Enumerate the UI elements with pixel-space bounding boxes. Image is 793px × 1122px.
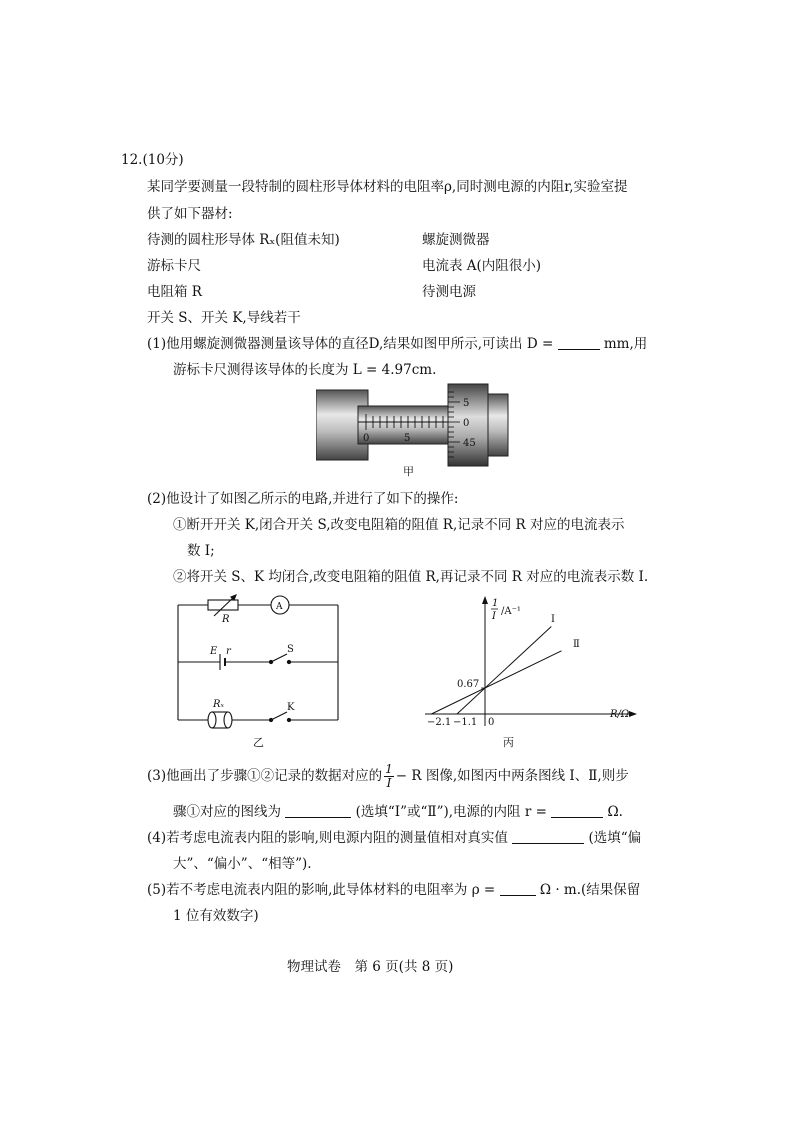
part3-text-e: Ω. <box>607 804 623 820</box>
part5-line1 <box>147 881 640 899</box>
part3-line2 <box>173 803 623 821</box>
switch-s-blade <box>271 654 287 662</box>
equipment-1-right: 螺旋测微器 <box>422 232 490 248</box>
equipment-2-right: 电流表 A(内阻很小) <box>422 258 542 274</box>
part1-text-b: mm,用 <box>603 336 648 352</box>
x-tick-neg2.1: −2.1 <box>427 717 452 728</box>
y-axis-label <box>491 598 521 622</box>
series-label-I: Ⅰ <box>551 614 555 625</box>
series-line-2 <box>431 651 561 714</box>
part2-step1-line1: ①断开开关 K,闭合开关 S,改变电阻箱的阻值 R,记录不同 R 对应的电流表示 <box>173 517 625 533</box>
part3-fraction <box>384 763 394 790</box>
part4-text-a: (4)若考虑电流表内阻的影响,则电源内阻的测量值相对真实值 <box>147 830 508 846</box>
part3-text-a: (3)他画出了步骤①②记录的数据对应的 <box>147 768 383 784</box>
intro-line-1: 某同学要测量一段特制的圆柱形导体材料的电阻率ρ,同时测电源的内阻r,实验室提 <box>147 179 628 195</box>
x-tick-0: 0 <box>488 717 495 728</box>
intro-line-2: 供了如下器材: <box>147 206 233 222</box>
part2-step2: ②将开关 S、K 均闭合,改变电阻箱的阻值 R,再记录不同 R 对应的电流表示数 I. <box>173 569 649 585</box>
label-E: E <box>210 646 218 657</box>
y-label-den: I <box>492 611 496 622</box>
part3-line1 <box>147 762 629 790</box>
label-Rx: Rₓ <box>213 699 225 710</box>
part2-step1-line2: 数 I; <box>187 543 215 559</box>
rx-right-end <box>224 712 232 728</box>
sleeve-label-5: 5 <box>404 433 411 444</box>
thimble-label-5: 5 <box>463 398 470 409</box>
part4-line1 <box>147 829 641 847</box>
series-label-II: Ⅱ <box>573 639 580 650</box>
thimble-label-0: 0 <box>463 418 470 429</box>
graph-inverse-current-vs-resistance <box>415 592 645 732</box>
label-K: K <box>287 702 295 713</box>
equipment-1-left: 待测的圆柱形导体 Rₓ(阻值未知) <box>147 232 340 248</box>
question-number-text: 12. <box>121 152 143 168</box>
question-number <box>121 151 184 169</box>
equipment-3-left: 电阻箱 R <box>147 284 202 300</box>
equipment-2-left: 游标卡尺 <box>147 258 201 274</box>
y-axis-arrow <box>482 596 488 604</box>
y-label-unit: /A⁻¹ <box>501 606 521 617</box>
resistance-box <box>208 600 238 610</box>
part1-line1 <box>147 335 647 353</box>
part1-text-a: (1)他用螺旋测微器测量该导体的直径D,结果如图甲所示,可读出 D = <box>147 336 554 352</box>
part2-line1: (2)他设计了如图乙所示的电路,并进行了如下的操作: <box>147 491 459 507</box>
figure-caption-yi: 乙 <box>253 736 264 749</box>
answer-blank-internal-resistance[interactable] <box>551 803 603 818</box>
switch-k-blade <box>271 712 287 720</box>
label-A: A <box>276 602 283 612</box>
y-label-num: 1 <box>492 598 499 609</box>
page-footer: 物理试卷 第 6 页(共 8 页) <box>287 959 454 975</box>
figure-caption-bing: 丙 <box>503 736 514 749</box>
y-tick-0.67: 0.67 <box>457 679 480 690</box>
thimble-label-45: 45 <box>463 438 476 449</box>
label-R: R <box>222 614 230 625</box>
series-line-1 <box>457 627 551 714</box>
switches-line: 开关 S、开关 K,导线若干 <box>147 310 301 326</box>
question-score: (10分) <box>142 152 184 168</box>
micrometer-sleeve <box>358 406 448 444</box>
label-S: S <box>287 644 294 655</box>
fraction-denominator: I <box>386 776 392 790</box>
label-r: r <box>226 646 231 657</box>
part3-text-b: − R 图像,如图丙中两条图线 Ⅰ、Ⅱ,则步 <box>395 768 629 784</box>
part5-text-a: (5)若不考虑电流表内阻的影响,此导体材料的电阻率为 ρ = <box>147 882 496 898</box>
fraction-numerator: 1 <box>385 762 393 776</box>
micrometer-ratchet <box>488 394 508 456</box>
part3-text-c: 骤①对应的图线为 <box>173 804 281 820</box>
answer-blank-diameter[interactable] <box>558 335 600 350</box>
answer-blank-measured-vs-true[interactable] <box>512 829 584 844</box>
part4-text-b: (选填“偏 <box>588 830 642 846</box>
part5-text-b: Ω · m.(结果保留 <box>539 882 641 898</box>
equipment-3-right: 待测电源 <box>422 284 476 300</box>
part5-line2: 1 位有效数字) <box>173 908 259 924</box>
part4-line2: 大”、“偏小”、“相等”). <box>173 856 312 872</box>
figure-caption-jia: 甲 <box>403 465 414 478</box>
circuit-diagram <box>170 592 350 732</box>
x-axis-label: R/Ω <box>610 709 630 720</box>
sleeve-label-0: 0 <box>363 433 370 444</box>
part3-text-d: (选填“Ⅰ”或“Ⅱ”),电源的内阻 r = <box>355 804 547 820</box>
micrometer-figure <box>316 380 546 470</box>
answer-blank-graph-line[interactable] <box>285 803 351 818</box>
part1-line2: 游标卡尺测得该导体的长度为 L = 4.97cm. <box>173 362 437 378</box>
x-tick-neg1.1: −1.1 <box>453 717 478 728</box>
answer-blank-resistivity[interactable] <box>500 881 536 896</box>
series-group <box>431 627 561 714</box>
x-axis-arrow <box>629 711 637 717</box>
rx-left-end <box>208 712 216 728</box>
